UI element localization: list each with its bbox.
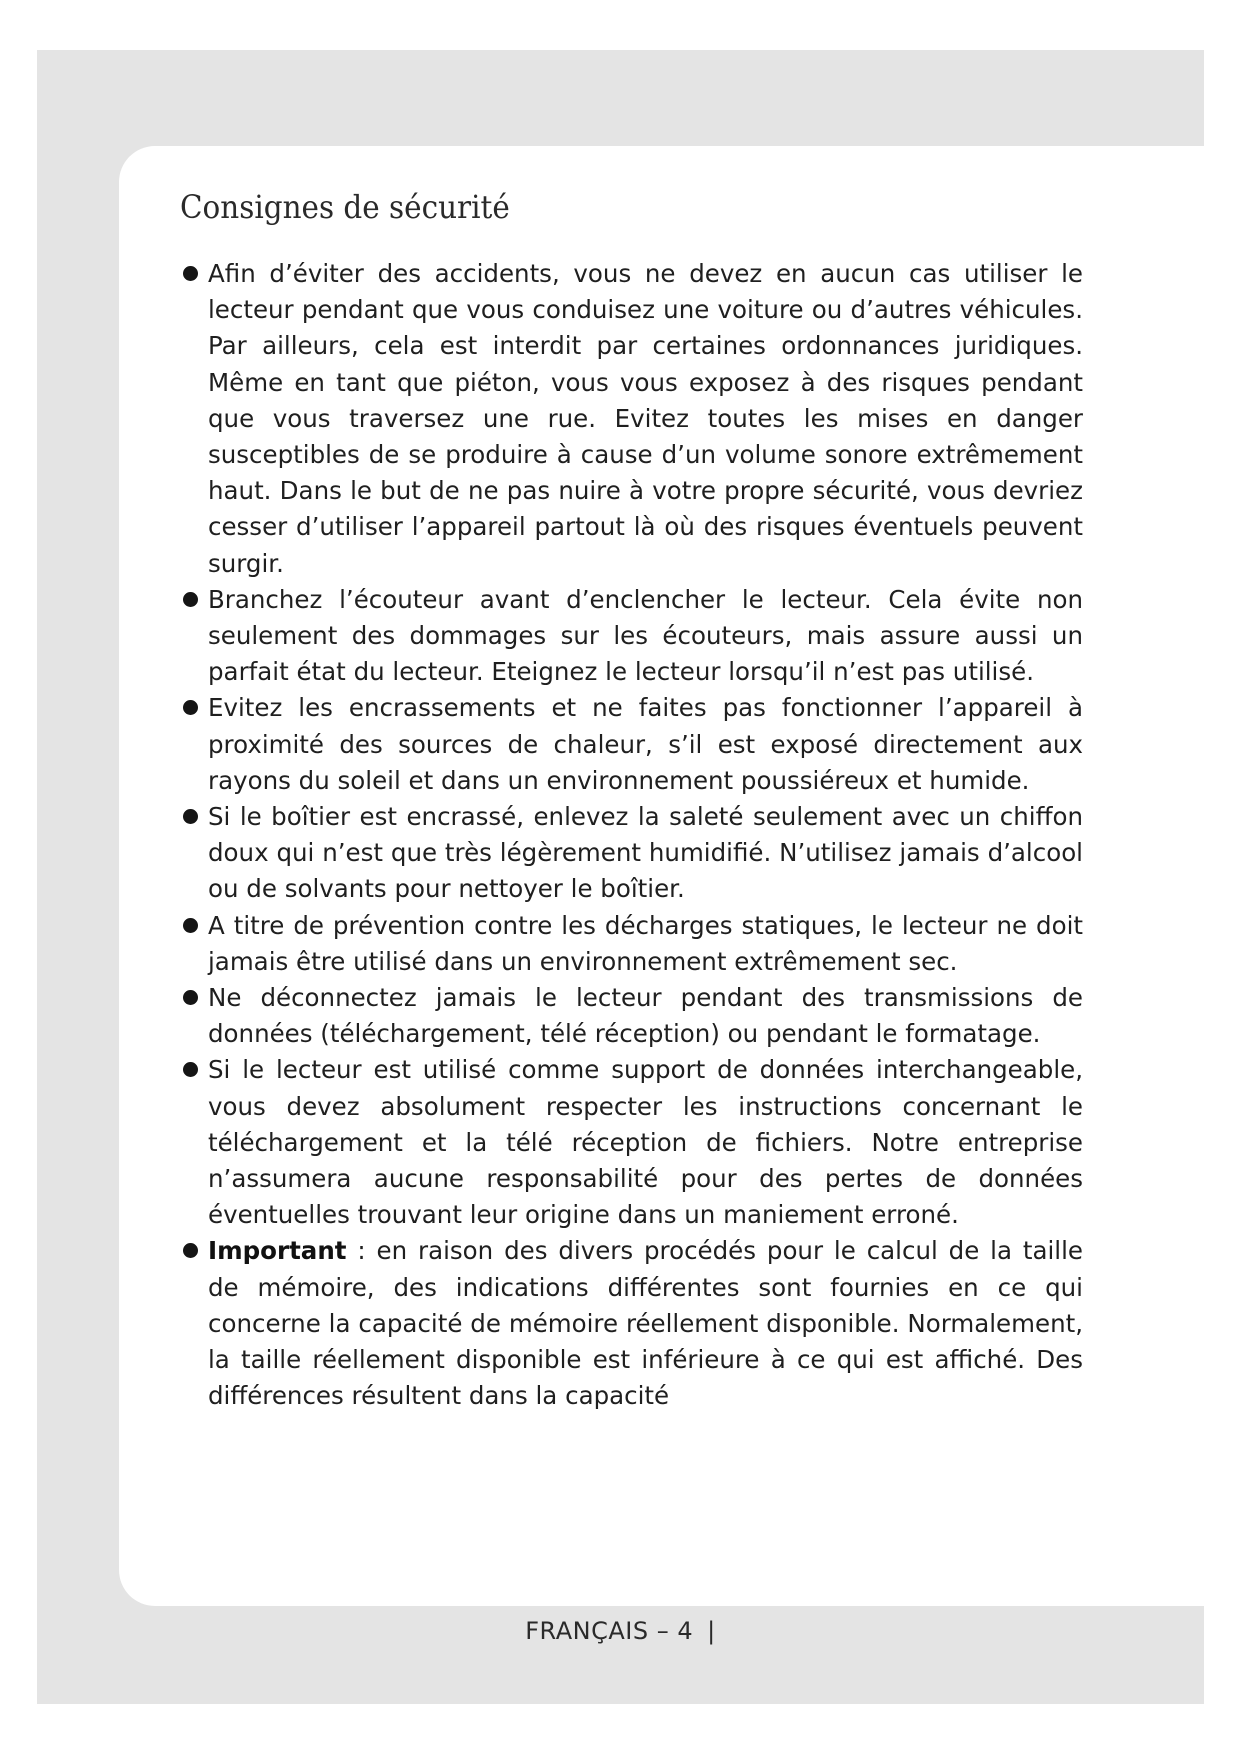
- list-item-text: Si le boîtier est encrassé, enlevez la saleté seulement avec un chiffon doux qui n’est que très légèrement humidifié. N’utilisez jamais d’alcool ou de solvants pour nettoyer le boîtier.: [208, 802, 1083, 904]
- list-item-text: A titre de prévention contre les décharges statiques, le lecteur ne doit jamais être utilisé dans un environnement extrêmement sec.: [208, 910, 1083, 976]
- bullet-icon: [183, 592, 198, 607]
- page-number: FRANÇAIS – 4: [525, 1617, 694, 1645]
- list-item: [183, 1052, 1083, 1233]
- footer-separator: |: [707, 1617, 716, 1645]
- list-item-text: Afin d’éviter des accidents, vous ne devez en aucun cas utiliser le lecteur pendant que vous conduisez une voiture ou d’autres véhicules. Par ailleurs, cela est interdit par certaines ordonnances juridiques. Même en tant que piéton, vous vous exposez à des risques pendant que vous traversez une rue. Evitez toutes les mises en danger susceptibles de se produire à cause d’un volume sonore extrêmement haut. Dans le but de ne pas nuire à votre propre sécurité, vous devriez cesser d’utiliser l’appareil partout là où des risques éventuels peuvent surgir.: [208, 259, 1083, 578]
- bullet-icon: [183, 266, 198, 281]
- list-item-text: Ne déconnectez jamais le lecteur pendant des transmissions de données (téléchargement, télé réception) ou pendant le formatage.: [208, 983, 1083, 1049]
- page-title: Consignes de sécurité: [180, 188, 510, 226]
- important-item: [183, 1233, 1083, 1414]
- list-item: [183, 980, 1083, 1052]
- bullet-icon: [183, 1243, 198, 1258]
- list-item: [183, 908, 1083, 980]
- list-item: [183, 582, 1083, 691]
- bullet-icon: [183, 918, 198, 933]
- safety-instructions-list: [183, 256, 1083, 1415]
- list-item-text: Si le lecteur est utilisé comme support de données interchangeable, vous devez absolument respecter les instructions concernant le téléchargement et la télé réception de fichiers. Notre entreprise n’assumera aucune responsabilité pour des pertes de données éventuelles trouvant leur origine dans un maniement erroné.: [208, 1055, 1083, 1230]
- bullet-icon: [183, 700, 198, 715]
- page-footer: [0, 1617, 1241, 1645]
- important-label: Important: [208, 1236, 347, 1266]
- bullet-icon: [183, 1062, 198, 1077]
- list-item: [183, 256, 1083, 582]
- list-item: [183, 799, 1083, 908]
- bullet-icon: [183, 990, 198, 1005]
- list-item: [183, 690, 1083, 799]
- important-text: : en raison des divers procédés pour le calcul de la taille de mémoire, des indications différentes sont fournies en ce qui concerne la capacité de mémoire réellement disponible. Normalement, la taille réellement disponible est inférieure à ce qui est affiché. Des différences résultent dans la capacité: [208, 1236, 1083, 1411]
- list-item-text: Evitez les encrassements et ne faites pas fonctionner l’appareil à proximité des sources de chaleur, s’il est exposé directement aux rayons du soleil et dans un environnement poussiéreux et humide.: [208, 693, 1083, 795]
- list-item-text: Branchez l’écouteur avant d’enclencher le lecteur. Cela évite non seulement des dommages sur les écouteurs, mais assure aussi un parfait état du lecteur. Eteignez le lecteur lorsqu’il n’est pas utilisé.: [208, 584, 1083, 687]
- bullet-icon: [183, 809, 198, 824]
